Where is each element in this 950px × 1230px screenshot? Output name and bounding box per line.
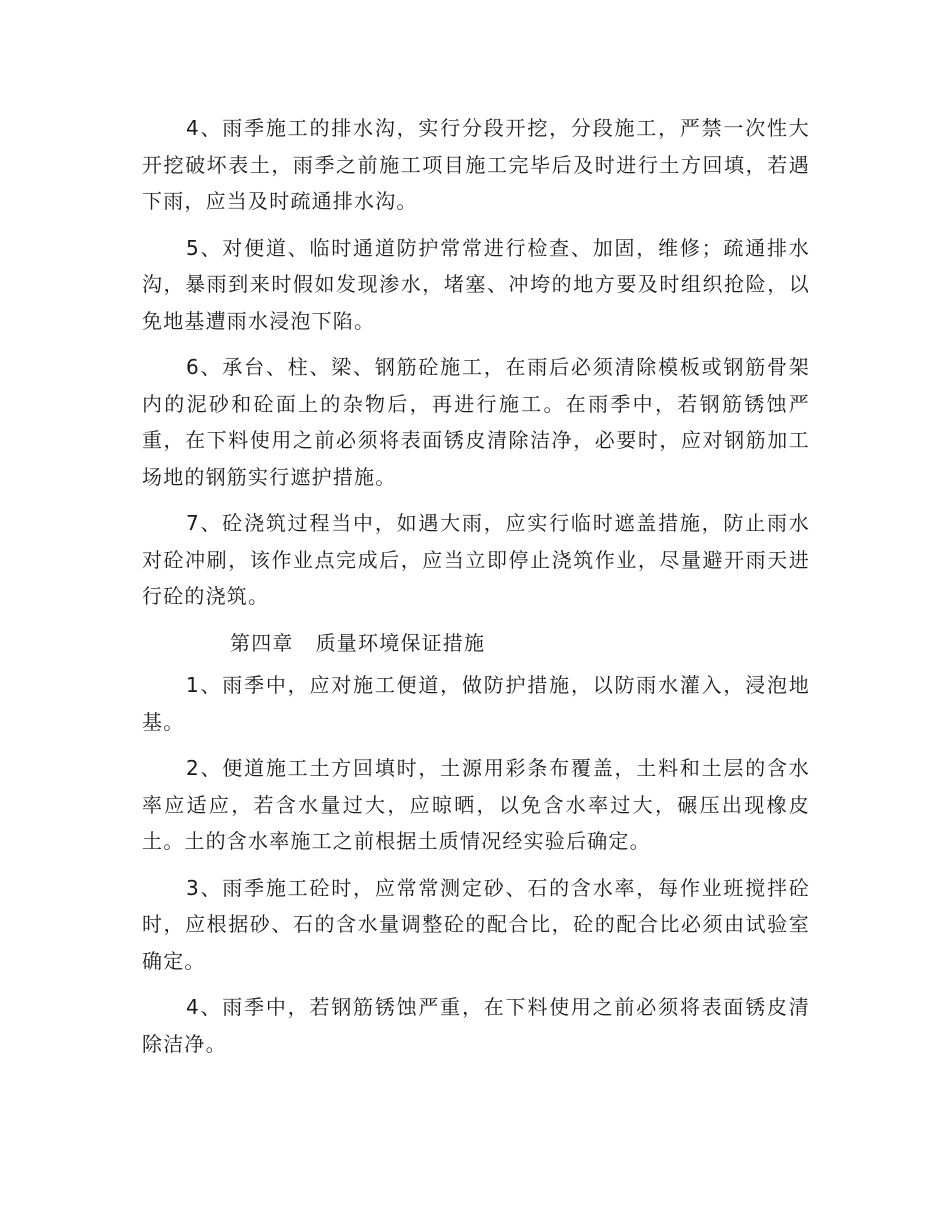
- chapter-label: 第四章: [230, 630, 294, 655]
- paragraph-item-7: 7、砼浇筑过程当中，如遇大雨，应实行临时遮盖措施，防止雨水对砼冲刷，该作业点完成后，应当立即停止浇筑作业，尽量避开雨天进行砼的浇筑。: [142, 511, 810, 608]
- paragraph-item-4: 4、雨季施工的排水沟，实行分段开挖，分段施工，严禁一次性大开挖破坏表土，雨季之前施工项目施工完毕后及时进行土方回填，若遇下雨，应当及时疏通排水沟。: [142, 116, 810, 213]
- quality-paragraph-3: 3、雨季施工砼时，应常常测定砂、石的含水率，每作业班搅拌砼时，应根据砂、石的含水量调整砼的配合比，砼的配合比必须由试验室确定。: [142, 875, 810, 973]
- document-body: [142, 110, 810, 1072]
- quality-paragraph-2: 2、便道施工土方回填时，土源用彩条布覆盖，土料和土层的含水率应适应，若含水量过大，应晾晒，以免含水率过大，碾压出现橡皮土。土的含水率施工之前根据土质情况经实验后确定。: [142, 756, 810, 853]
- quality-paragraph-4: 4、雨季中，若钢筋锈蚀严重，在下料使用之前必须将表面锈皮清除洁净。: [142, 995, 810, 1056]
- quality-paragraph-1: 1、雨季中，应对施工便道，做防护措施，以防雨水灌入，浸泡地基。: [142, 673, 810, 734]
- chapter-heading: [142, 625, 810, 662]
- chapter-title: 质量环境保证措施: [315, 630, 486, 655]
- paragraph-item-6: 6、承台、柱、梁、钢筋砼施工，在雨后必须清除模板或钢筋骨架内的泥砂和砼面上的杂物后，再进行施工。在雨季中，若钢筋锈蚀严重，在下料使用之前必须将表面锈皮清除洁净，必要时，应对钢筋加工场地的钢筋实行遮护措施。: [142, 355, 810, 489]
- paragraph-item-5: 5、对便道、临时通道防护常常进行检查、加固，维修；疏通排水沟，暴雨到来时假如发现渗水，堵塞、冲垮的地方要及时组织抢险，以免地基遭雨水浸泡下陷。: [142, 235, 810, 333]
